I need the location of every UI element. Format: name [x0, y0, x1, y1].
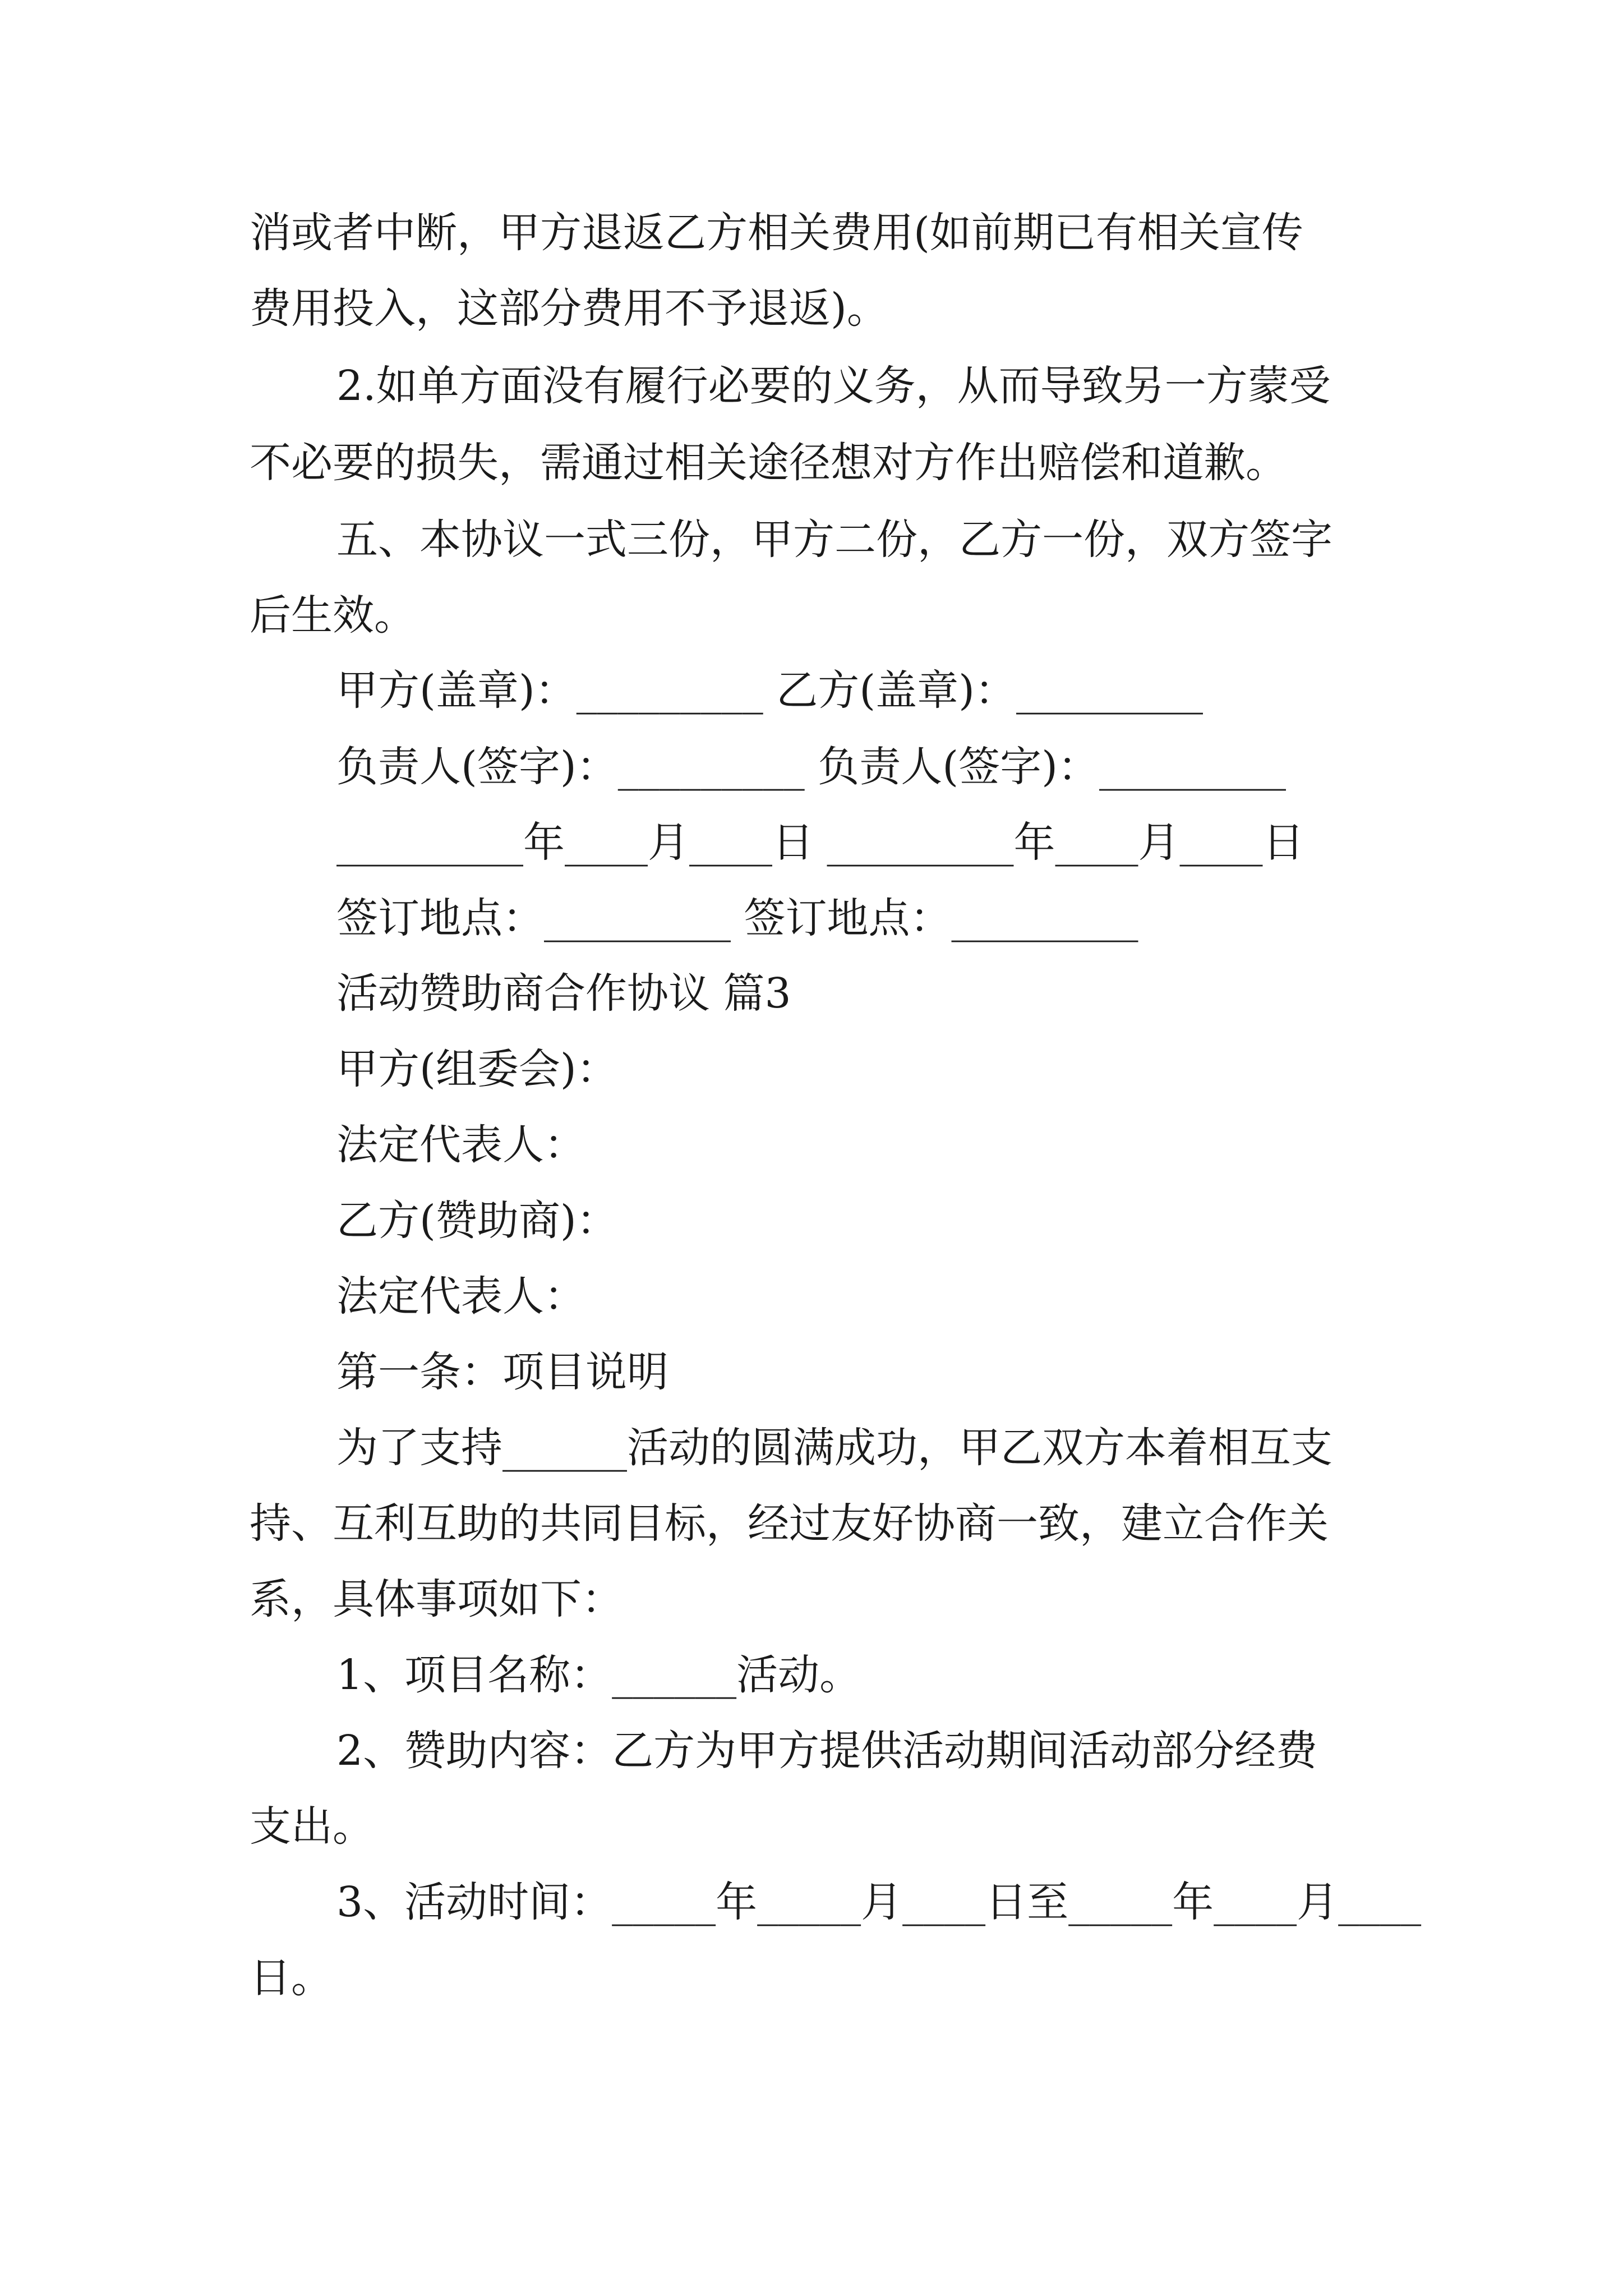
text-line: 法定代表人： [336, 1121, 585, 1169]
text-line: 为了支持______活动的圆满成功，甲乙双方本着相互支 [336, 1424, 1332, 1472]
text-line: 系，具体事项如下： [250, 1575, 623, 1623]
article-heading: 第一条：项目说明 [336, 1348, 668, 1396]
text-line: 乙方(赞助商)： [336, 1197, 618, 1245]
signature-line-seal: 甲方(盖章)：_________ 乙方(盖章)：_________ [336, 666, 1204, 715]
text-line: 费用投入，这部分费用不予退返)。 [250, 284, 888, 333]
text-line: 不必要的损失，需通过相关途径想对方作出赔偿和道歉。 [250, 439, 1287, 487]
text-line: 五、本协议一式三份，甲方二份，乙方一份，双方签字 [336, 516, 1332, 564]
text-line: 后生效。 [250, 591, 416, 639]
text-line: 2、赞助内容：乙方为甲方提供活动期间活动部分经费 [336, 1727, 1318, 1775]
text-line: 1、项目名称：______活动。 [336, 1651, 861, 1699]
text-line: 3、活动时间：_____年_____月____日至_____年____月____ [336, 1878, 1422, 1926]
text-line: 消或者中断，甲方退返乙方相关费用(如前期已有相关宣传 [250, 209, 1303, 257]
signature-line-place: 签订地点：_________ 签订地点：_________ [336, 894, 1138, 942]
text-line: 法定代表人： [336, 1272, 585, 1320]
signature-line-responsible: 负责人(签字)：_________ 负责人(签字)：_________ [336, 743, 1287, 791]
text-line: 支出。 [250, 1802, 374, 1851]
text-line: 甲方(组委会)： [336, 1045, 618, 1093]
text-line: 持、互利互助的共同目标，经过友好协商一致，建立合作关 [250, 1499, 1329, 1548]
signature-line-date: _________年____月____日 _________年____月____日 [336, 818, 1304, 867]
text-line: 日。 [250, 1954, 333, 2002]
section-heading: 活动赞助商合作协议 篇3 [336, 969, 791, 1018]
text-line: 2.如单方面没有履行必要的义务，从而导致另一方蒙受 [336, 362, 1331, 410]
